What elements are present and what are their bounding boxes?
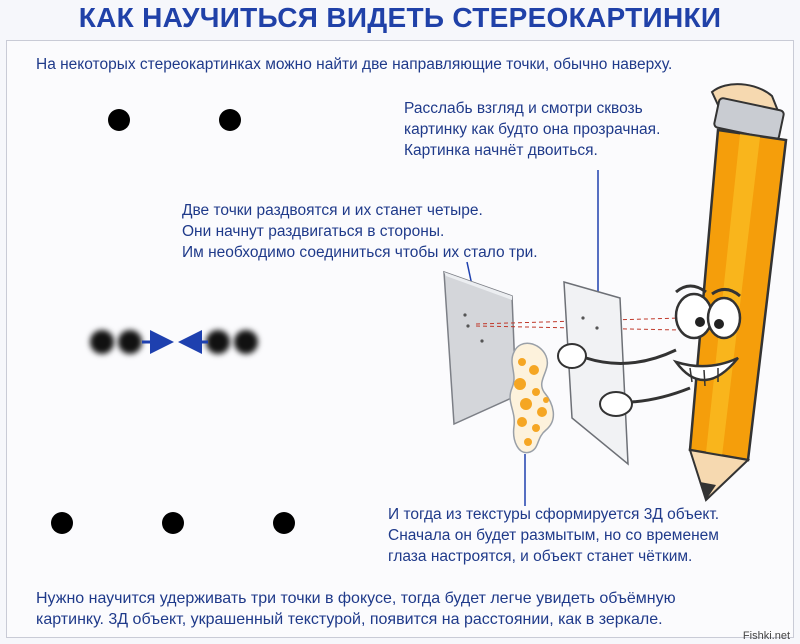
bottom-instruction: Нужно научится удерживать три точки в фокусе, тогда будет легче увидеть объёмную картинку. 3Д объект, украшенный текстурой, появится на расстоянии, как в зеркале.: [36, 590, 676, 628]
held-sheet-icon: [564, 282, 628, 464]
relax-instruction: Расслабь взгляд и смотри сквозь картинку как будто она прозрачная. Картинка начнёт двоиться.: [404, 100, 661, 159]
stereo-sheet-icon: [444, 272, 516, 424]
page-title: КАК НАУЧИТЬСЯ ВИДЕТЬ СТЕРЕОКАРТИНКИ: [78, 2, 722, 33]
object-forms-instruction: И тогда из текстуры сформируется 3Д объект. Сначала он будет размытым, но со временем глаза настроятся, и объект станет чётким.: [388, 506, 720, 565]
watermark: Fishki.net: [742, 630, 790, 642]
two-dots-instruction: Две точки раздвоятся и их станет четыре. Они начнут раздвигаться в стороны. Им необходимо соединиться чтобы их стало три.: [182, 202, 538, 261]
texture-object-icon: [510, 343, 553, 452]
intro-text: На некоторых стереокартинках можно найти две направляющие точки, обычно наверху.: [36, 56, 673, 73]
